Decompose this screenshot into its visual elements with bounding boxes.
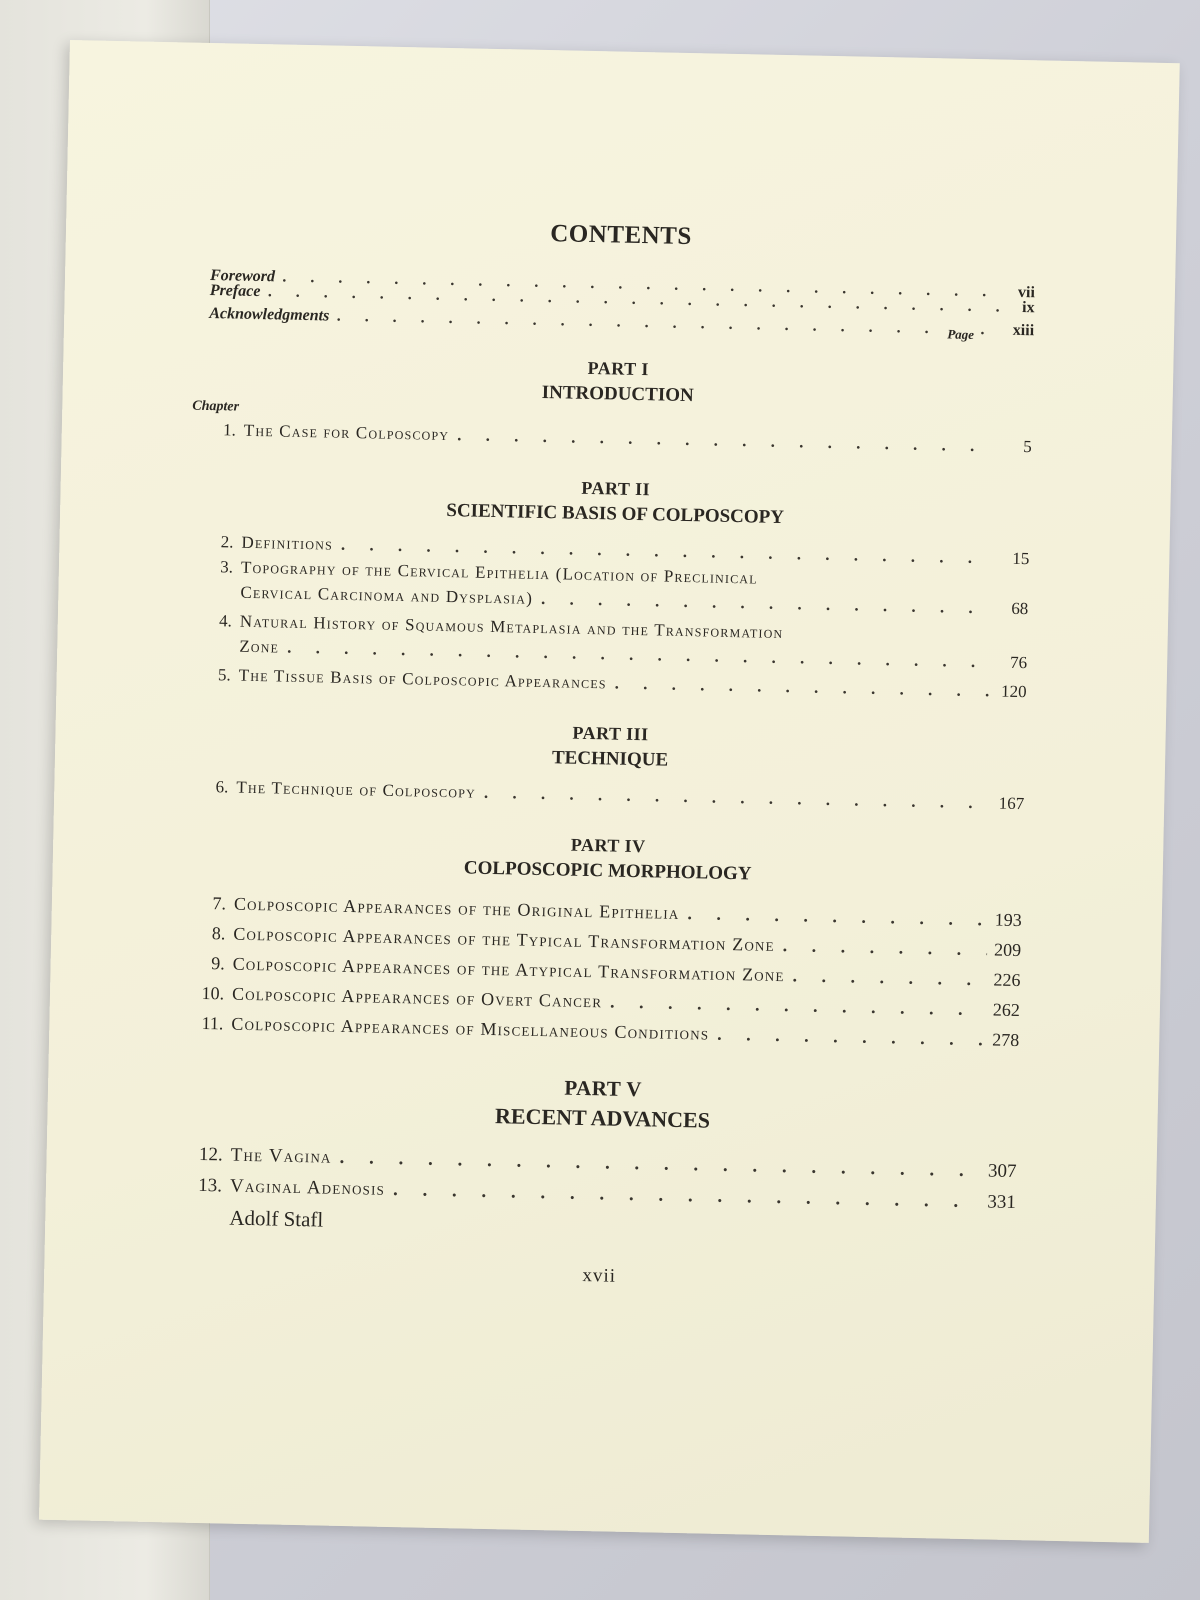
page-title: CONTENTS: [549, 220, 693, 251]
part-title: SCIENTIFIC BASIS OF COLPOSCOPY: [446, 499, 785, 529]
page-number: 278: [992, 1029, 1020, 1051]
chapter-author: Adolf Stafl: [229, 1205, 324, 1232]
page-number: 193: [994, 909, 1022, 931]
page-number: 76: [1009, 652, 1028, 673]
chapter-title: Colposcopic Appearances of the Original Epithelia: [233, 893, 680, 923]
chapter-number: 12.: [198, 1143, 223, 1166]
chapter-title: Colposcopic Appearances of Miscellaneous Conditions: [231, 1013, 710, 1044]
chapter-column-label: Chapter: [192, 398, 240, 415]
part-heading: [187, 1068, 1018, 1140]
page-number: 120: [1000, 681, 1027, 702]
contents-body: [184, 213, 1036, 1296]
chapter-number: 8.: [211, 923, 226, 944]
page-number: 331: [987, 1191, 1017, 1214]
chapter-title: The Technique of Colposcopy: [236, 777, 477, 802]
page-number: ix: [1021, 299, 1035, 317]
part-number: PART I: [587, 357, 650, 380]
front-matter-label: Acknowledgments: [209, 304, 330, 325]
page-number: 5: [1022, 437, 1032, 457]
page-number: 262: [992, 999, 1021, 1021]
chapter-number: 9.: [210, 953, 225, 974]
chapter-title: Topography of the Cervical Epithelia (Location of Preclinical: [240, 557, 759, 588]
chapter-list: [185, 1139, 1017, 1250]
dot-leader: [476, 780, 991, 816]
page-number: 167: [998, 793, 1025, 814]
chapter-number: 5.: [217, 665, 231, 685]
chapter-title: Vaginal Adenosis: [229, 1175, 386, 1200]
chapter-title: Colposcopic Appearances of Overt Cancer: [231, 983, 603, 1012]
chapter-list: [196, 529, 1029, 704]
page-column-header: Page: [947, 326, 975, 342]
page-folio: xvii: [582, 1265, 617, 1287]
chapter-title: Colposcopic Appearances of the Typical Transformation Zone: [233, 923, 775, 955]
part-title: TECHNIQUE: [551, 747, 669, 771]
part-number: PART II: [581, 477, 651, 500]
chapter-number: 4.: [218, 611, 233, 631]
chapter-list: [189, 888, 1022, 1055]
chapter-number: 6.: [215, 777, 229, 797]
chapter-title: Definitions: [241, 532, 334, 554]
part-heading: [195, 715, 1026, 779]
page-number: 226: [993, 969, 1021, 991]
page-number: 15: [1012, 548, 1030, 569]
part-title: COLPOSCOPIC MORPHOLOGY: [463, 857, 752, 885]
front-matter-list: [209, 259, 1035, 345]
chapter-number: 7.: [212, 893, 227, 914]
chapter-number: 13.: [198, 1174, 223, 1197]
chapter-title: The Vagina: [230, 1144, 332, 1168]
part-title: INTRODUCTION: [541, 381, 694, 407]
dot-leader: [774, 930, 987, 964]
part-heading: [193, 827, 1024, 891]
part-heading: [200, 470, 1031, 534]
chapter-title: The Tissue Basis of Colposcopic Appearances: [238, 665, 607, 693]
chapter-title-continued: Zone: [239, 636, 280, 657]
page-number: 209: [993, 939, 1022, 961]
chapter-title: Natural History of Squamous Metaplasia and the Transformation: [239, 611, 784, 643]
chapter-number: 11.: [201, 1012, 224, 1034]
page-number: xiii: [1012, 321, 1035, 340]
chapter-title: Colposcopic Appearances of the Atypical Transformation Zone: [232, 953, 785, 986]
chapter-list: [194, 774, 1024, 816]
contents-page: [39, 40, 1180, 1543]
part-title: RECENT ADVANCES: [494, 1103, 711, 1133]
front-matter-label: Preface: [209, 281, 261, 301]
page-number: 307: [987, 1160, 1017, 1183]
part-number: PART III: [572, 722, 649, 745]
chapter-title: The Case for Colposcopy: [243, 420, 450, 445]
chapter-number: 2.: [220, 532, 234, 552]
page-number: 68: [1011, 598, 1029, 619]
front-matter-label: Foreword: [209, 266, 276, 286]
chapter-title-continued: Cervical Carcinoma and Dysplasia): [240, 582, 534, 608]
dot-leader: [606, 670, 992, 703]
part-number: PART V: [564, 1075, 643, 1102]
part-number: PART IV: [570, 834, 646, 857]
chapter-number: 10.: [201, 982, 225, 1004]
dot-leader: [709, 1019, 986, 1055]
page-number: vii: [1017, 283, 1036, 302]
dot-leader: [784, 960, 987, 994]
chapter-number: 3.: [220, 557, 234, 577]
chapter-entry: [194, 774, 1024, 816]
chapter-number: 1.: [222, 420, 237, 440]
